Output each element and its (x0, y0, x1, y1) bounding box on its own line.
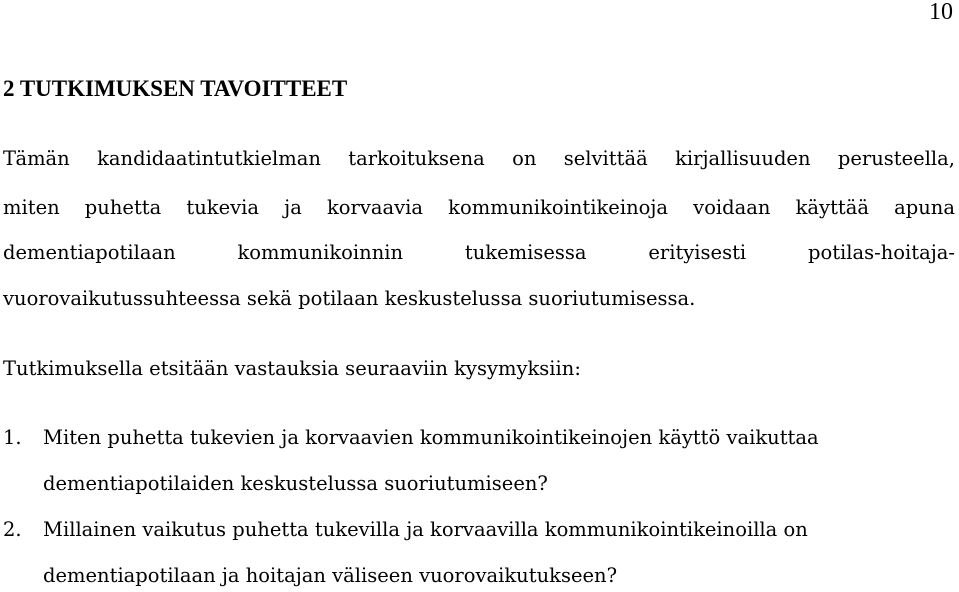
list-item-line-1: Millainen vaikutus puhetta tukevilla ja korvaavilla kommunikointikeinoilla on (43, 518, 808, 541)
page-number: 10 (929, 0, 953, 25)
intro-line-3: dementiapotilaan kommunikoinnin tukemisessa erityisesti potilas-hoitaja- (3, 241, 955, 264)
intro-line-4: vuorovaikutussuhteessa sekä potilaan keskustelussa suoriutumisessa. (3, 287, 696, 310)
section-heading: 2 TUTKIMUKSEN TAVOITTEET (3, 76, 348, 101)
list-item-number: 2. (3, 518, 22, 541)
question-intro: Tutkimuksella etsitään vastauksia seuraaviin kysymyksiin: (3, 357, 581, 380)
intro-line-2: miten puhetta tukevia ja korvaavia kommunikointikeinoja voidaan käyttää apuna (3, 196, 955, 219)
list-item-number: 1. (3, 426, 22, 449)
list-item-line-2: dementiapotilaan ja hoitajan väliseen vuorovaikutukseen? (43, 564, 618, 587)
list-item-line-1: Miten puhetta tukevien ja korvaavien kommunikointikeinojen käyttö vaikuttaa (43, 426, 819, 449)
list-item-line-2: dementiapotilaiden keskustelussa suoriutumiseen? (43, 472, 548, 495)
intro-line-1: Tämän kandidaatintutkielman tarkoituksena on selvittää kirjallisuuden perusteella, (3, 147, 955, 170)
